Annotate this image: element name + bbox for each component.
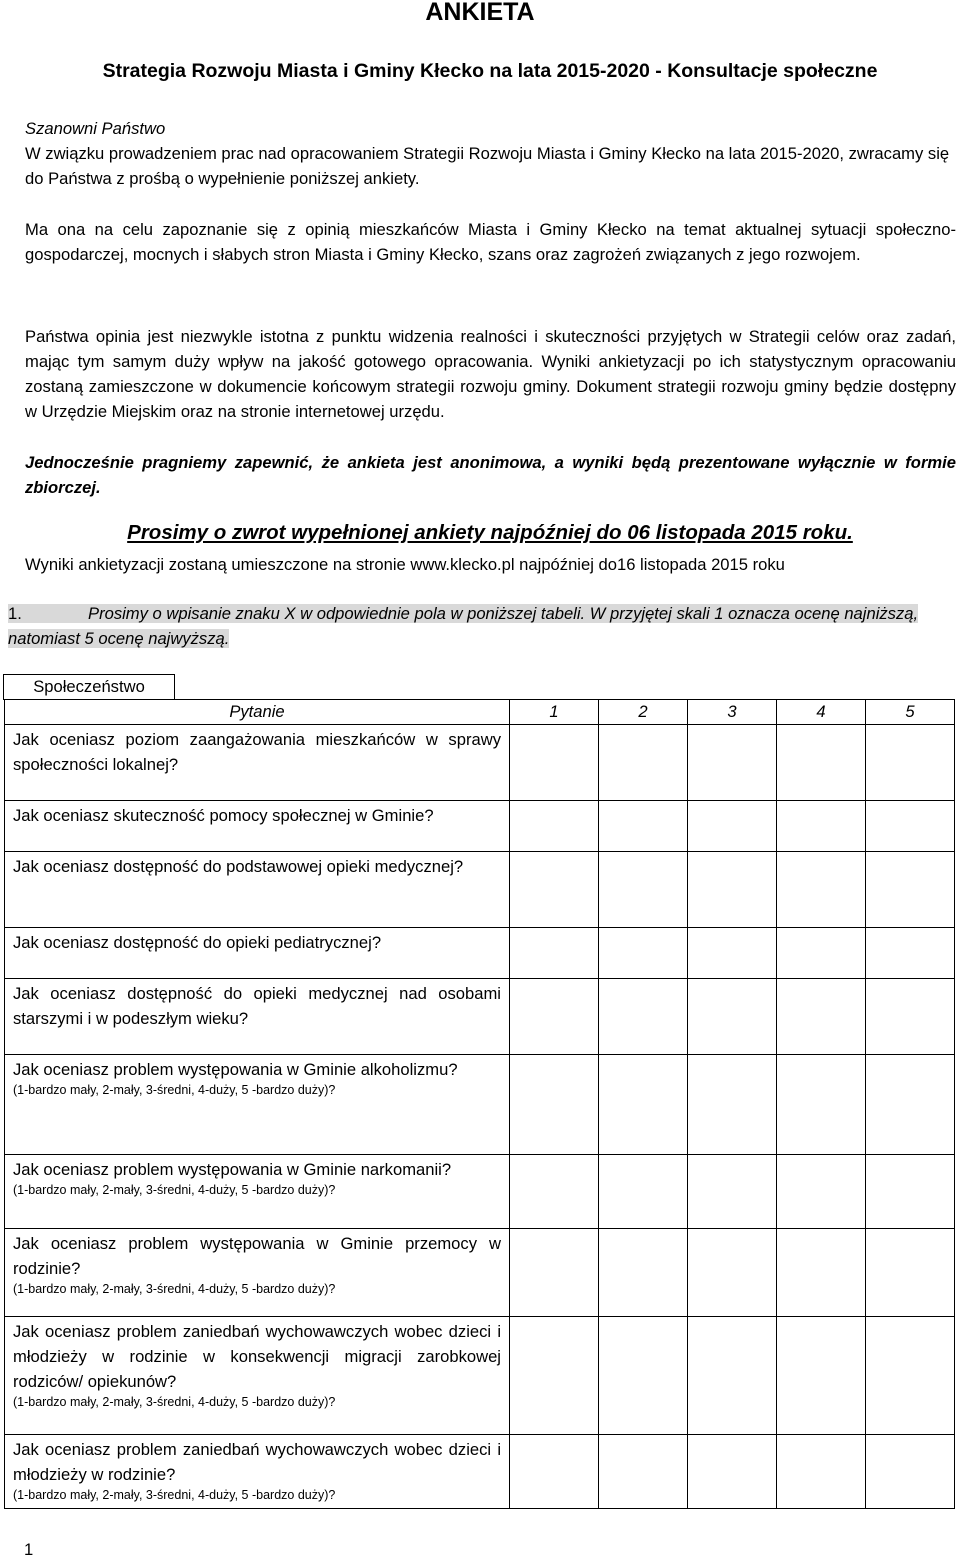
instruction bbox=[8, 601, 956, 651]
greeting: Szanowni Państwo bbox=[25, 119, 166, 138]
question-cell bbox=[5, 928, 510, 979]
instruction-text: Prosimy o wpisanie znaku X w odpowiednie pola w poniższej tabeli. W przyjętej skali 1 oznacza ocenę najniższą, natomiast 5 ocenę najwyższą. bbox=[8, 604, 919, 648]
answer-cell-1[interactable] bbox=[510, 1435, 599, 1509]
scale-legend: (1-bardzo mały, 2-mały, 3-średni, 4-duży, 5 -bardzo duży)? bbox=[13, 1395, 336, 1409]
scale-legend: (1-bardzo mały, 2-mały, 3-średni, 4-duży, 5 -bardzo duży)? bbox=[13, 1488, 336, 1502]
question-cell bbox=[5, 979, 510, 1055]
answer-cell-4[interactable] bbox=[777, 979, 866, 1055]
answer-cell-4[interactable] bbox=[777, 725, 866, 801]
table-header-row bbox=[5, 700, 955, 725]
answer-cell-5[interactable] bbox=[866, 1229, 955, 1317]
question-cell bbox=[5, 1317, 510, 1435]
table-row bbox=[5, 979, 955, 1055]
answer-cell-2[interactable] bbox=[599, 725, 688, 801]
answer-cell-3[interactable] bbox=[688, 979, 777, 1055]
answer-cell-5[interactable] bbox=[866, 1435, 955, 1509]
answer-cell-5[interactable] bbox=[866, 1055, 955, 1155]
answer-cell-5[interactable] bbox=[866, 979, 955, 1055]
answer-cell-2[interactable] bbox=[599, 801, 688, 852]
question-text: Jak oceniasz problem występowania w Gminie narkomanii? bbox=[13, 1160, 452, 1179]
question-cell bbox=[5, 801, 510, 852]
answer-cell-1[interactable] bbox=[510, 801, 599, 852]
answer-cell-2[interactable] bbox=[599, 979, 688, 1055]
scale-legend: (1-bardzo mały, 2-mały, 3-średni, 4-duży, 5 -bardzo duży)? bbox=[13, 1183, 336, 1197]
answer-cell-3[interactable] bbox=[688, 1155, 777, 1229]
header-score-1: 1 bbox=[510, 700, 599, 725]
answer-cell-3[interactable] bbox=[688, 1229, 777, 1317]
table-row bbox=[5, 801, 955, 852]
question-text: Jak oceniasz dostępność do podstawowej opieki medycznej? bbox=[13, 857, 464, 876]
return-deadline-note: Prosimy o zwrot wypełnionej ankiety najpóźniej do 06 listopada 2015 roku. bbox=[127, 521, 853, 544]
answer-cell-3[interactable] bbox=[688, 1317, 777, 1435]
page-number: 1 bbox=[24, 1540, 34, 1559]
survey-table bbox=[4, 699, 955, 1509]
instruction-number: 1. bbox=[8, 604, 22, 623]
question-text: Jak oceniasz problem zaniedbań wychowawczych wobec dzieci i młodzieży w rodzinie? bbox=[13, 1440, 501, 1484]
question-cell bbox=[5, 1435, 510, 1509]
question-text: Jak oceniasz problem występowania w Gminie alkoholizmu? bbox=[13, 1060, 458, 1079]
intro-paragraph-2: Ma ona na celu zapoznanie się z opinią mieszkańców Miasta i Gminy Kłecko na temat aktualnej sytuacji społeczno-gospodarczej, mocnych i słabych stron Miasta i Gminy Kłecko, szans oraz zagrożeń związanych z jego rozwojem. bbox=[25, 220, 956, 264]
question-cell bbox=[5, 852, 510, 928]
answer-cell-1[interactable] bbox=[510, 852, 599, 928]
answer-cell-5[interactable] bbox=[866, 852, 955, 928]
header-question: Pytanie bbox=[5, 700, 510, 725]
table-row bbox=[5, 1317, 955, 1435]
question-cell bbox=[5, 1155, 510, 1229]
document-subtitle: Strategia Rozwoju Miasta i Gminy Kłecko na lata 2015-2020 - Konsultacje społeczne bbox=[102, 60, 878, 82]
answer-cell-2[interactable] bbox=[599, 1435, 688, 1509]
table-row bbox=[5, 928, 955, 979]
answer-cell-1[interactable] bbox=[510, 725, 599, 801]
answer-cell-1[interactable] bbox=[510, 1229, 599, 1317]
answer-cell-4[interactable] bbox=[777, 1317, 866, 1435]
answer-cell-3[interactable] bbox=[688, 725, 777, 801]
answer-cell-3[interactable] bbox=[688, 1055, 777, 1155]
question-cell bbox=[5, 1055, 510, 1155]
table-row bbox=[5, 852, 955, 928]
answer-cell-4[interactable] bbox=[777, 1155, 866, 1229]
answer-cell-3[interactable] bbox=[688, 928, 777, 979]
results-publication-note: Wyniki ankietyzacji zostaną umieszczone na stronie www.klecko.pl najpóźniej do16 listopada 2015 roku bbox=[25, 555, 785, 574]
answer-cell-3[interactable] bbox=[688, 801, 777, 852]
header-score-3: 3 bbox=[688, 700, 777, 725]
scale-legend: (1-bardzo mały, 2-mały, 3-średni, 4-duży, 5 -bardzo duży)? bbox=[13, 1083, 336, 1097]
question-cell bbox=[5, 725, 510, 801]
header-score-2: 2 bbox=[599, 700, 688, 725]
question-text: Jak oceniasz problem zaniedbań wychowawczych wobec dzieci i młodzieży w rodzinie w konsekwencji migracji zarobkowej rodziców/ opiekunów? bbox=[13, 1322, 501, 1391]
answer-cell-2[interactable] bbox=[599, 1055, 688, 1155]
answer-cell-1[interactable] bbox=[510, 979, 599, 1055]
answer-cell-2[interactable] bbox=[599, 852, 688, 928]
answer-cell-5[interactable] bbox=[866, 928, 955, 979]
answer-cell-4[interactable] bbox=[777, 1055, 866, 1155]
answer-cell-4[interactable] bbox=[777, 852, 866, 928]
question-cell bbox=[5, 1229, 510, 1317]
scale-legend: (1-bardzo mały, 2-mały, 3-średni, 4-duży, 5 -bardzo duży)? bbox=[13, 1282, 336, 1296]
answer-cell-4[interactable] bbox=[777, 1435, 866, 1509]
survey-body bbox=[5, 725, 955, 1509]
intro-paragraph-1: W związku prowadzeniem prac nad opracowaniem Strategii Rozwoju Miasta i Gminy Kłecko na lata 2015-2020, zwracamy się do Państwa z prośbą o wypełnienie poniższej ankiety. bbox=[25, 144, 950, 188]
answer-cell-4[interactable] bbox=[777, 1229, 866, 1317]
question-text: Jak oceniasz poziom zaangażowania mieszkańców w sprawy społeczności lokalnej? bbox=[13, 730, 501, 774]
intro-paragraph-3: Państwa opinia jest niezwykle istotna z punktu widzenia realności i skuteczności przyjętych w Strategii celów oraz zadań, mając tym samym duży wpływ na jakość gotowego opracowania. Wyniki ankietyzacji po ich statystycznym opracowaniu zostaną zamieszczone w dokumencie końcowym strategii rozwoju gminy. Dokument strategii rozwoju gminy będzie dostępny w Urzędzie Miejskim oraz na stronie internetowej urzędu. bbox=[25, 327, 956, 421]
answer-cell-5[interactable] bbox=[866, 1155, 955, 1229]
answer-cell-2[interactable] bbox=[599, 928, 688, 979]
answer-cell-4[interactable] bbox=[777, 928, 866, 979]
table-row bbox=[5, 725, 955, 801]
document-title: ANKIETA bbox=[425, 0, 535, 26]
answer-cell-4[interactable] bbox=[777, 801, 866, 852]
question-text: Jak oceniasz problem występowania w Gminie przemocy w rodzinie? bbox=[13, 1234, 501, 1278]
header-score-4: 4 bbox=[777, 700, 866, 725]
answer-cell-2[interactable] bbox=[599, 1229, 688, 1317]
header-score-5: 5 bbox=[866, 700, 955, 725]
anonymity-note: Jednocześnie pragniemy zapewnić, że ankieta jest anonimowa, a wyniki będą prezentowane wyłącznie w formie zbiorczej. bbox=[25, 453, 956, 497]
question-text: Jak oceniasz dostępność do opieki medycznej nad osobami starszymi i w podeszłym wieku? bbox=[13, 984, 501, 1028]
answer-cell-2[interactable] bbox=[599, 1155, 688, 1229]
answer-cell-1[interactable] bbox=[510, 1055, 599, 1155]
answer-cell-5[interactable] bbox=[866, 725, 955, 801]
answer-cell-5[interactable] bbox=[866, 801, 955, 852]
answer-cell-3[interactable] bbox=[688, 1435, 777, 1509]
answer-cell-1[interactable] bbox=[510, 928, 599, 979]
section-label: Społeczeństwo bbox=[3, 674, 175, 700]
answer-cell-2[interactable] bbox=[599, 1317, 688, 1435]
question-text: Jak oceniasz dostępność do opieki pediatrycznej? bbox=[13, 933, 382, 952]
answer-cell-1[interactable] bbox=[510, 1155, 599, 1229]
table-row bbox=[5, 1435, 955, 1509]
table-row bbox=[5, 1155, 955, 1229]
answer-cell-3[interactable] bbox=[688, 852, 777, 928]
question-text: Jak oceniasz skuteczność pomocy społecznej w Gminie? bbox=[13, 806, 434, 825]
answer-cell-5[interactable] bbox=[866, 1317, 955, 1435]
table-row bbox=[5, 1055, 955, 1155]
answer-cell-1[interactable] bbox=[510, 1317, 599, 1435]
table-row bbox=[5, 1229, 955, 1317]
